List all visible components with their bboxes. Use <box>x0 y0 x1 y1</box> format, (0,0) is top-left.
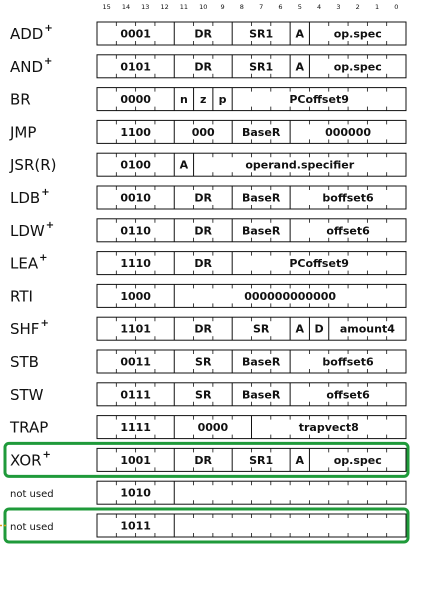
instruction-row <box>10 350 406 373</box>
encoding-field: DR <box>194 224 213 238</box>
bit-number-label: 2 <box>355 3 360 11</box>
modified-marker: + <box>40 318 49 330</box>
encoding-field: 1001 <box>120 453 151 467</box>
instruction-mnemonic: LEA <box>10 254 39 273</box>
instruction-row <box>9 153 406 176</box>
encoding-field: 0000 <box>120 93 151 107</box>
instruction-mnemonic: TRAP <box>10 418 49 437</box>
bit-number-label: 8 <box>239 3 244 11</box>
encoding-field: BaseR <box>242 191 281 205</box>
encoding-field: p <box>218 93 227 107</box>
modified-marker: + <box>41 187 50 198</box>
encoding-field: 0010 <box>120 191 151 205</box>
encoding-field: DR <box>194 191 213 205</box>
bit-number-label: 3 <box>336 3 341 11</box>
encoding-field: 1010 <box>120 486 151 500</box>
encoding-field: trapvect8 <box>298 421 359 435</box>
encoding-field: z <box>200 93 207 107</box>
encoding-field: 000 <box>191 125 215 139</box>
instruction-mnemonic: AND <box>10 57 44 76</box>
instruction-mnemonic: STW <box>10 385 44 404</box>
instruction-row <box>10 514 406 537</box>
encoding-field: 0101 <box>120 60 151 74</box>
bit-number-label: 14 <box>121 3 131 11</box>
encoding-field: SR <box>195 355 212 369</box>
encoding-field: SR1 <box>249 453 274 467</box>
instruction-row <box>10 55 406 78</box>
encoding-field: 000000 <box>325 125 372 139</box>
encoding-field: operand.specifier <box>245 158 355 172</box>
instruction-mnemonic: SHF <box>10 320 40 339</box>
encoding-field: DR <box>194 453 213 467</box>
encoding-field: A <box>179 158 189 172</box>
encoding-field: PCoffset9 <box>289 93 349 107</box>
encoding-field: 1011 <box>120 519 151 533</box>
instruction-row <box>10 22 406 45</box>
encoding-field: 0011 <box>120 355 151 369</box>
modified-marker: + <box>42 449 51 461</box>
encoding-field: A <box>295 322 305 336</box>
encoding-field: DR <box>194 60 213 74</box>
bit-number-header <box>103 3 399 11</box>
instruction-mnemonic: ADD <box>10 25 44 43</box>
bit-number-label: 9 <box>220 3 225 11</box>
encoding-field: n <box>179 93 188 107</box>
modified-marker: + <box>45 219 55 231</box>
bit-number-label: 12 <box>160 3 169 11</box>
encoding-field: SR1 <box>249 60 274 74</box>
instruction-row <box>10 481 406 504</box>
encoding-field: 0111 <box>120 388 151 402</box>
instruction-mnemonic: STB <box>10 353 39 371</box>
bit-number-label: 13 <box>141 3 150 11</box>
bit-number-label: 4 <box>317 3 322 11</box>
instruction-row <box>10 383 406 406</box>
encoding-field: boffset6 <box>322 355 374 369</box>
instruction-row <box>10 317 406 340</box>
encoding-field: 0100 <box>120 158 151 172</box>
encoding-field: A <box>295 453 305 467</box>
bit-number-label: 10 <box>199 3 208 11</box>
encoding-field: 000000000000 <box>244 289 337 303</box>
encoding-field: DR <box>194 27 213 41</box>
encoding-field: DR <box>194 322 213 336</box>
encoding-field: op.spec <box>333 453 382 467</box>
encoding-field: SR <box>252 322 270 336</box>
encoding-field: 1101 <box>120 322 151 336</box>
instruction-row <box>10 284 406 307</box>
bit-number-label: 7 <box>259 3 264 11</box>
instruction-row <box>10 219 406 242</box>
instruction-row <box>10 448 406 471</box>
encoding-field: 0110 <box>120 224 151 238</box>
encoding-field: 0000 <box>197 421 229 435</box>
encoding-field: 1110 <box>120 257 151 271</box>
instruction-row <box>9 416 406 439</box>
encoding-field: op.spec <box>333 60 382 74</box>
encoding-field: offset6 <box>326 388 370 402</box>
instruction-mnemonic: LDB <box>10 189 41 207</box>
instruction-mnemonic: RTI <box>10 287 33 306</box>
modified-marker: + <box>39 252 48 264</box>
instruction-mnemonic: JSR(R) <box>10 156 57 175</box>
encoding-field: BaseR <box>242 355 281 369</box>
encoding-field: DR <box>194 257 213 271</box>
encoding-field: BaseR <box>242 388 281 402</box>
instruction-rows <box>9 22 406 537</box>
bit-number-label: 11 <box>179 3 189 11</box>
encoding-field: amount4 <box>339 322 395 336</box>
instruction-mnemonic: not used <box>10 522 54 533</box>
encoding-field: boffset6 <box>322 191 374 205</box>
instruction-row <box>10 252 406 275</box>
instruction-mnemonic: JMP <box>10 123 37 142</box>
encoding-field: 1000 <box>120 289 151 303</box>
encoding-field: D <box>314 322 324 336</box>
instruction-mnemonic: LDW <box>10 221 45 240</box>
encoding-field: PCoffset9 <box>289 257 349 271</box>
modified-marker: + <box>44 55 53 67</box>
instruction-row <box>10 186 406 209</box>
bit-number-label: 15 <box>102 3 111 11</box>
bit-number-label: 0 <box>394 3 399 11</box>
encoding-field: A <box>295 60 305 74</box>
encoding-field: BaseR <box>242 125 281 139</box>
encoding-field: SR <box>195 388 212 402</box>
bit-number-label: 6 <box>278 3 283 11</box>
encoding-field: 1111 <box>120 421 151 435</box>
encoding-field: BaseR <box>242 224 281 238</box>
encoding-field: SR1 <box>249 27 274 41</box>
bit-number-label: 5 <box>297 3 302 11</box>
encoding-field: 1100 <box>120 125 151 139</box>
instruction-row <box>10 88 406 111</box>
instruction-row <box>9 120 406 143</box>
modified-marker: + <box>44 23 53 34</box>
instruction-mnemonic: not used <box>10 489 54 501</box>
bit-number-label: 1 <box>374 3 380 11</box>
encoding-field: A <box>295 27 305 41</box>
instruction-mnemonic: XOR <box>10 451 42 470</box>
encoding-field: offset6 <box>326 224 370 238</box>
encoding-field: op.spec <box>333 27 382 41</box>
instruction-mnemonic: BR <box>10 90 31 109</box>
encoding-field: 0001 <box>120 27 151 41</box>
